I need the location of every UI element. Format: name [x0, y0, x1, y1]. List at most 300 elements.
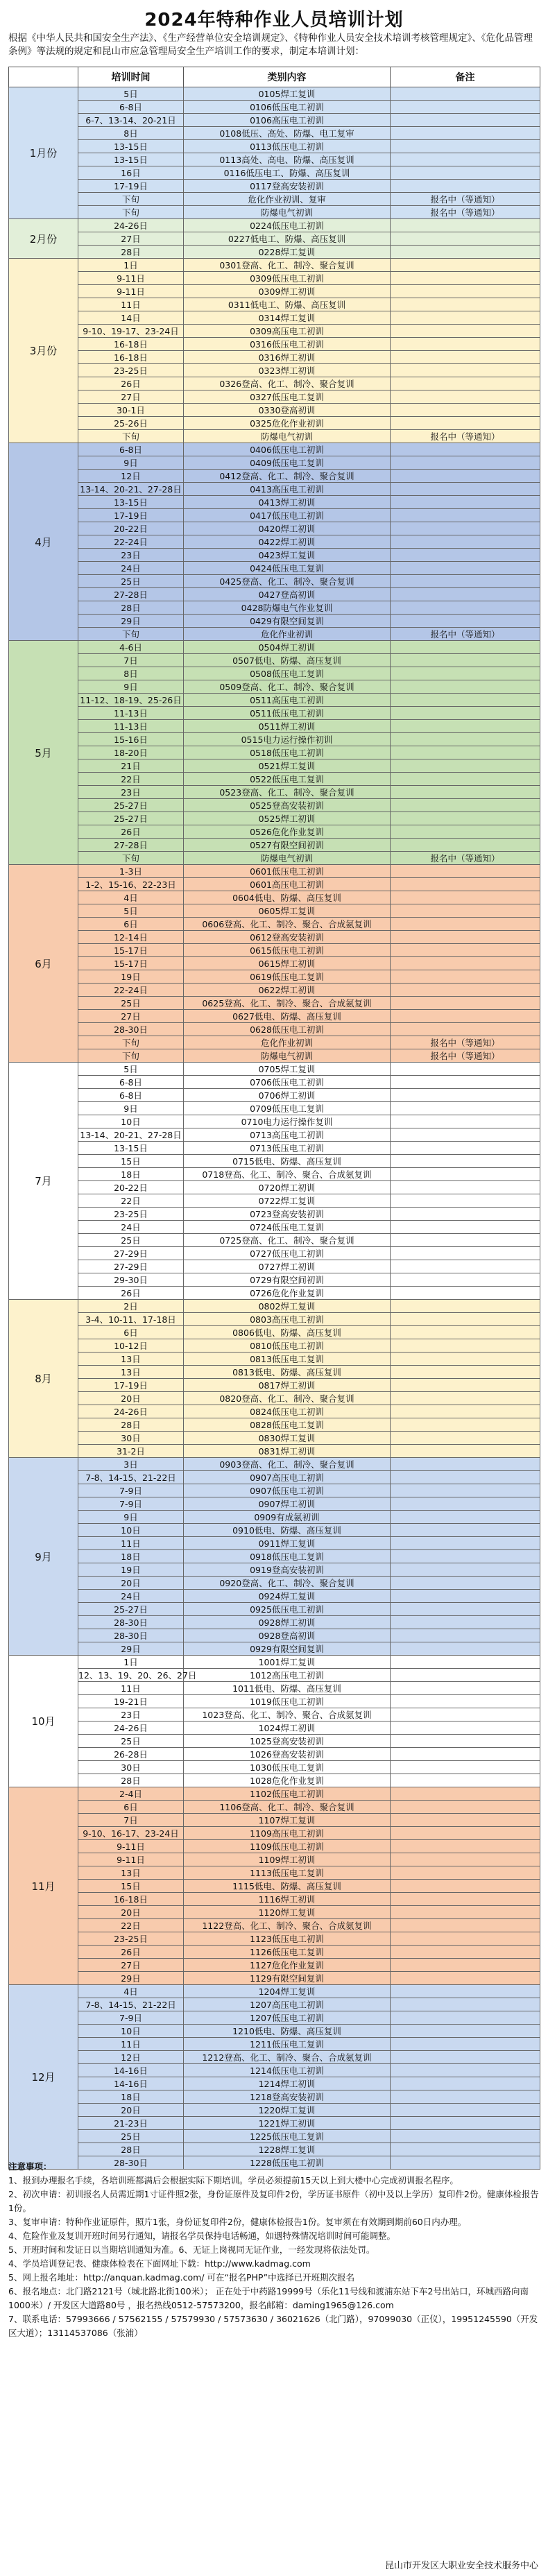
content-cell: 0718登高、化工、制冷、聚合、合成氨复训: [184, 1168, 391, 1181]
date-cell: 下旬: [78, 628, 184, 641]
date-cell: 17-19日: [78, 180, 184, 193]
content-cell: 0227低电工、防爆、高压复训: [184, 232, 391, 246]
month-cell: 5月: [9, 641, 78, 865]
table-row: [9, 1392, 540, 1405]
note-cell: [391, 1919, 540, 1932]
note-cell: [391, 1537, 540, 1550]
date-cell: 20-22日: [78, 522, 184, 535]
date-cell: 28-30日: [78, 1023, 184, 1036]
note-cell: [391, 2090, 540, 2104]
content-cell: 0412登高、化工、制冷、聚合复训: [184, 470, 391, 483]
footer-organization: 昆山市开发区大职业安全技术服务中心: [384, 2561, 538, 2571]
content-cell: 0919登高安装初训: [184, 1563, 391, 1577]
month-cell: 7月: [9, 1063, 78, 1300]
content-cell: 0309高压电工初训: [184, 325, 391, 338]
table-row: [9, 2143, 540, 2156]
date-cell: 26日: [78, 1287, 184, 1300]
date-cell: 19日: [78, 970, 184, 984]
note-cell: [391, 1471, 540, 1484]
note-cell: [391, 1418, 540, 1432]
table-row: [9, 285, 540, 298]
date-cell: 13-15日: [78, 153, 184, 166]
date-cell: 23日: [78, 786, 184, 799]
note-cell: [391, 1932, 540, 1946]
table-row: [9, 338, 540, 351]
date-cell: 下旬: [78, 206, 184, 219]
table-row: [9, 180, 540, 193]
note-cell: [391, 1194, 540, 1208]
note-cell: [391, 2077, 540, 2090]
header-content: 类别内容: [184, 67, 391, 87]
month-cell: 2月份: [9, 219, 78, 259]
content-cell: 0511低压电工初训: [184, 707, 391, 720]
table-row: [9, 166, 540, 180]
date-cell: 28-30日: [78, 1616, 184, 1629]
note-cell: [391, 1695, 540, 1708]
date-cell: 25日: [78, 1234, 184, 1247]
content-cell: 0417低压电工初训: [184, 509, 391, 522]
content-cell: 0507低电、防爆、高压复训: [184, 654, 391, 667]
note-cell: [391, 456, 540, 470]
table-row: [9, 114, 540, 127]
note-cell: [391, 1155, 540, 1168]
note-cell: [391, 417, 540, 430]
date-cell: 24-26日: [78, 1405, 184, 1418]
table-row: [9, 1959, 540, 1972]
content-cell: 0710电力运行操作复训: [184, 1115, 391, 1128]
table-row: [9, 549, 540, 562]
table-row: [9, 601, 540, 615]
date-cell: 10日: [78, 1524, 184, 1537]
note-cell: [391, 733, 540, 746]
date-cell: 1-2、15-16、22-23日: [78, 878, 184, 891]
content-cell: 1127危化作业复训: [184, 1959, 391, 1972]
content-cell: 1126低压电工复训: [184, 1946, 391, 1959]
table-row: [9, 1168, 540, 1181]
note-cell: [391, 1366, 540, 1379]
date-cell: 9日: [78, 456, 184, 470]
note-cell: [391, 970, 540, 984]
table-row: [9, 470, 540, 483]
note-cell: [391, 1774, 540, 1787]
note-cell: [391, 1880, 540, 1893]
note-cell: [391, 1577, 540, 1590]
date-cell: 12日: [78, 2051, 184, 2064]
date-cell: 下旬: [78, 430, 184, 443]
content-cell: 0330登高初训: [184, 404, 391, 417]
table-row: [9, 87, 540, 101]
notes-heading: 注意事项：: [8, 2161, 52, 2172]
month-cell: 9月: [9, 1458, 78, 1656]
date-cell: 24日: [78, 1221, 184, 1234]
date-cell: 5日: [78, 904, 184, 918]
date-cell: 20日: [78, 1577, 184, 1590]
date-cell: 15-16日: [78, 733, 184, 746]
table-row: [9, 720, 540, 733]
table-row: [9, 351, 540, 364]
table-row: [9, 575, 540, 588]
note-cell: [391, 1669, 540, 1682]
note-cell: [391, 140, 540, 153]
table-row: [9, 206, 540, 219]
table-row: [9, 1115, 540, 1128]
date-cell: 7日: [78, 1814, 184, 1827]
note-cell: [391, 1642, 540, 1656]
note-cell: [391, 707, 540, 720]
table-row: [9, 1814, 540, 1827]
content-cell: 0625登高、化工、制冷、聚合、合成氨复训: [184, 997, 391, 1010]
content-cell: 1122登高、化工、制冷、聚合、合成氨复训: [184, 1919, 391, 1932]
table-row: [9, 615, 540, 628]
date-cell: 24-26日: [78, 219, 184, 232]
date-cell: 26日: [78, 1946, 184, 1959]
table-row: [9, 1379, 540, 1392]
table-row: [9, 1445, 540, 1458]
note-cell: [391, 114, 540, 127]
content-cell: 0327低压电工复训: [184, 390, 391, 404]
table-row: [9, 1827, 540, 1840]
date-cell: 6日: [78, 918, 184, 931]
training-schedule-table: [8, 67, 540, 2170]
note-cell: [391, 1629, 540, 1642]
note-cell: [391, 1458, 540, 1471]
table-row: [9, 1063, 540, 1076]
table-row: [9, 1893, 540, 1906]
table-row: [9, 1155, 540, 1168]
note-cell: [391, 1761, 540, 1774]
note-cell: [391, 101, 540, 114]
header-date: 培训时间: [78, 67, 184, 87]
date-cell: 9日: [78, 680, 184, 694]
content-cell: 0117登高安装初训: [184, 180, 391, 193]
date-cell: 15-17日: [78, 944, 184, 957]
date-cell: 5日: [78, 1063, 184, 1076]
month-cell: 11月: [9, 1787, 78, 1985]
note-item: 2、初次申请：初训报名人员需近期1寸证件照2张，身份证原件及复印件2份，学历证书原件（初中及以上学历）复印件2份。健康体检报告1份。: [8, 2189, 539, 2213]
note-cell: [391, 720, 540, 733]
date-cell: 13日: [78, 1366, 184, 1379]
date-cell: 30日: [78, 1432, 184, 1445]
note-cell: [391, 1287, 540, 1300]
note-cell: [391, 2051, 540, 2064]
table-row: [9, 259, 540, 272]
table-row: [9, 1616, 540, 1629]
table-row: [9, 325, 540, 338]
date-cell: 13-14、20-21、27-28日: [78, 1128, 184, 1142]
header-note: 备注: [391, 67, 540, 87]
date-cell: 12日: [78, 470, 184, 483]
date-cell: 21日: [78, 759, 184, 773]
table-row: [9, 232, 540, 246]
note-cell: [391, 1866, 540, 1880]
content-cell: 1109低压电工初训: [184, 1840, 391, 1853]
table-row: [9, 562, 540, 575]
content-cell: 1024焊工初训: [184, 1721, 391, 1735]
content-cell: 1228低压电工初训: [184, 2156, 391, 2170]
note-cell: [391, 799, 540, 812]
content-cell: 0113高处、高电、防爆、高压复训: [184, 153, 391, 166]
month-cell: 3月份: [9, 259, 78, 443]
intro-paragraph: 根据《中华人民共和国安全生产法》、《生产经营单位安全培训规定》、《特种作业人员安全技术培训考核管理规定》、《危化品管理条例》等法规的规定和昆山市应急管理局安全生产培训工作的要求，制定本培训计划：: [8, 33, 533, 57]
table-row: [9, 1010, 540, 1023]
content-cell: 0106低压电工初训: [184, 101, 391, 114]
month-cell: 6月: [9, 865, 78, 1063]
content-cell: 0108低压、高处、防爆、电工复审: [184, 127, 391, 140]
note-cell: [391, 443, 540, 456]
date-cell: 5日: [78, 87, 184, 101]
note-cell: [391, 891, 540, 904]
note-cell: [391, 1787, 540, 1801]
content-cell: 0715低电、防爆、高压复训: [184, 1155, 391, 1168]
table-row: [9, 1418, 540, 1432]
date-cell: 23-25日: [78, 364, 184, 377]
content-cell: 1207低压电工初训: [184, 2011, 391, 2025]
note-cell: [391, 2064, 540, 2077]
content-cell: 0106高压电工初训: [184, 114, 391, 127]
content-cell: 0525登高安装初训: [184, 799, 391, 812]
date-cell: 4日: [78, 1985, 184, 1998]
note-cell: [391, 1735, 540, 1748]
table-row: [9, 456, 540, 470]
date-cell: 14-16日: [78, 2064, 184, 2077]
table-row: [9, 1906, 540, 1919]
table-row: [9, 1761, 540, 1774]
note-cell: [391, 601, 540, 615]
note-cell: [391, 1115, 540, 1128]
content-cell: 1123低压电工初训: [184, 1932, 391, 1946]
table-row: [9, 377, 540, 390]
content-cell: 0515电力运行操作初训: [184, 733, 391, 746]
page-title: 2024年特种作业人员培训计划: [144, 10, 404, 31]
date-cell: 14-16日: [78, 2077, 184, 2090]
content-cell: 0909有成氨初训: [184, 1511, 391, 1524]
table-row: [9, 1537, 540, 1550]
content-cell: 0427登高初训: [184, 588, 391, 601]
date-cell: 23-25日: [78, 1208, 184, 1221]
content-cell: 1218登高安装初训: [184, 2090, 391, 2104]
note-cell: [391, 667, 540, 680]
date-cell: 9日: [78, 1102, 184, 1115]
date-cell: 22日: [78, 773, 184, 786]
date-cell: 23-25日: [78, 1932, 184, 1946]
date-cell: 7-9日: [78, 1484, 184, 1497]
note-cell: [391, 654, 540, 667]
date-cell: 9-11日: [78, 1840, 184, 1853]
note-cell: [391, 957, 540, 970]
note-cell: [391, 1010, 540, 1023]
note-cell: [391, 87, 540, 101]
table-row: [9, 799, 540, 812]
table-row: [9, 1932, 540, 1946]
table-row: [9, 1366, 540, 1379]
note-cell: [391, 351, 540, 364]
content-cell: 防爆电气初训: [184, 206, 391, 219]
content-cell: 1106登高、化工、制冷、聚合复训: [184, 1801, 391, 1814]
content-cell: 0806低电、防爆、高压复训: [184, 1326, 391, 1339]
date-cell: 28日: [78, 246, 184, 259]
date-cell: 14日: [78, 311, 184, 325]
content-cell: 危化作业初训: [184, 628, 391, 641]
note-cell: [391, 1128, 540, 1142]
table-row: [9, 667, 540, 680]
date-cell: 28日: [78, 1774, 184, 1787]
table-row: [9, 1563, 540, 1577]
note-cell: [391, 2117, 540, 2130]
note-cell: [391, 535, 540, 549]
content-cell: 1210低电、防爆、高压复训: [184, 2025, 391, 2038]
note-cell: [391, 470, 540, 483]
date-cell: 29日: [78, 1642, 184, 1656]
note-cell: [391, 984, 540, 997]
table-row: [9, 746, 540, 759]
date-cell: 13日: [78, 1353, 184, 1366]
date-cell: 24-26日: [78, 1721, 184, 1735]
note-cell: 报名中（等通知）: [391, 852, 540, 865]
note-cell: [391, 1616, 540, 1629]
content-cell: 0606登高、化工、制冷、聚合、合成氨复训: [184, 918, 391, 931]
content-cell: 0504焊工初训: [184, 641, 391, 654]
note-cell: [391, 812, 540, 825]
content-cell: 1012高压电工初训: [184, 1669, 391, 1682]
note-cell: 报名中（等通知）: [391, 206, 540, 219]
table-row: [9, 1234, 540, 1247]
note-cell: [391, 1656, 540, 1669]
note-cell: [391, 759, 540, 773]
content-cell: 0910低电、防爆、高压复训: [184, 1524, 391, 1537]
note-cell: [391, 786, 540, 799]
table-row: [9, 1194, 540, 1208]
table-row: [9, 654, 540, 667]
table-row: [9, 680, 540, 694]
date-cell: 20日: [78, 2104, 184, 2117]
content-cell: 0907高压电工初训: [184, 1471, 391, 1484]
date-cell: 28-30日: [78, 1629, 184, 1642]
note-cell: [391, 1379, 540, 1392]
table-row: [9, 2064, 540, 2077]
content-cell: 0723登高安装初训: [184, 1208, 391, 1221]
table-row: [9, 865, 540, 878]
date-cell: 25日: [78, 575, 184, 588]
note-cell: [391, 2011, 540, 2025]
content-cell: 防爆电气初训: [184, 852, 391, 865]
content-cell: 0918低压电工复训: [184, 1550, 391, 1563]
content-cell: 0724低压电工复训: [184, 1221, 391, 1234]
date-cell: 23日: [78, 1708, 184, 1721]
date-cell: 下旬: [78, 1036, 184, 1049]
content-cell: 0422焊工初训: [184, 535, 391, 549]
date-cell: 7日: [78, 654, 184, 667]
date-cell: 6-8日: [78, 443, 184, 456]
note-cell: [391, 298, 540, 311]
content-cell: 0803高压电工初训: [184, 1313, 391, 1326]
note-cell: [391, 1893, 540, 1906]
month-cell: 1月份: [9, 87, 78, 219]
content-cell: 0527有限空间初训: [184, 839, 391, 852]
table-row: [9, 1484, 540, 1497]
table-row: [9, 759, 540, 773]
content-cell: 防爆电气初训: [184, 430, 391, 443]
note-cell: [391, 1511, 540, 1524]
date-cell: 11日: [78, 1537, 184, 1550]
table-row: [9, 839, 540, 852]
date-cell: 27-29日: [78, 1247, 184, 1260]
table-row: [9, 1497, 540, 1511]
date-cell: 25-27日: [78, 1603, 184, 1616]
content-cell: 0903登高、化工、制冷、聚合复训: [184, 1458, 391, 1471]
content-cell: 0813低电、防爆、高压复训: [184, 1366, 391, 1379]
content-cell: 0727焊工初训: [184, 1260, 391, 1273]
note-item: 3、复审申请：特种作业证原件，照片1张，身份证复印件2份，健康体检报告1份。复审须在有效期到期前60日内办理。: [8, 2217, 467, 2227]
content-cell: 0521焊工复训: [184, 759, 391, 773]
note-cell: [391, 1840, 540, 1853]
table-row: [9, 1300, 540, 1313]
content-cell: 0508低压电工复训: [184, 667, 391, 680]
table-row: [9, 1774, 540, 1787]
content-cell: 0831焊工初训: [184, 1445, 391, 1458]
date-cell: 26日: [78, 825, 184, 839]
table-row: [9, 219, 540, 232]
table-row: [9, 944, 540, 957]
note-cell: 报名中（等通知）: [391, 430, 540, 443]
note-cell: [391, 1089, 540, 1102]
note-cell: [391, 641, 540, 654]
note-item: 7、联系电话：57993666 / 57562155 / 57579930 / 57573630 / 36021626（北门路），97099030（正仪），19951245590（开发区大道）；13114537086（张浦）: [8, 2314, 538, 2338]
date-cell: 6日: [78, 1326, 184, 1339]
note-cell: [391, 311, 540, 325]
content-cell: 1212登高、化工、制冷、聚合、合成氨复训: [184, 2051, 391, 2064]
content-cell: 1221焊工初训: [184, 2117, 391, 2130]
date-cell: 6-8日: [78, 1076, 184, 1089]
content-cell: 0725登高、化工、制冷、聚合复训: [184, 1234, 391, 1247]
note-cell: [391, 588, 540, 601]
content-cell: 0605焊工复训: [184, 904, 391, 918]
date-cell: 9-11日: [78, 1853, 184, 1866]
note-cell: [391, 2104, 540, 2117]
content-cell: 0615低压电工初训: [184, 944, 391, 957]
content-cell: 0526危化作业复训: [184, 825, 391, 839]
date-cell: 26日: [78, 377, 184, 390]
note-cell: [391, 1326, 540, 1339]
content-cell: 1204焊工复训: [184, 1985, 391, 1998]
content-cell: 0622焊工初训: [184, 984, 391, 997]
date-cell: 28-30日: [78, 2156, 184, 2170]
content-cell: 0316低压电工初训: [184, 338, 391, 351]
table-row: [9, 1656, 540, 1669]
table-row: [9, 1326, 540, 1339]
content-cell: 0511高压电工初训: [184, 694, 391, 707]
content-cell: 0409低压电工复训: [184, 456, 391, 470]
content-cell: 1028危化作业复训: [184, 1774, 391, 1787]
table-row: [9, 2051, 540, 2064]
table-row: [9, 140, 540, 153]
content-cell: 0907焊工初训: [184, 1497, 391, 1511]
table-row: [9, 1682, 540, 1695]
note-cell: [391, 1748, 540, 1761]
date-cell: 27日: [78, 1010, 184, 1023]
table-row: [9, 1840, 540, 1853]
table-row: [9, 984, 540, 997]
table-row: [9, 2011, 540, 2025]
note-cell: 报名中（等通知）: [391, 628, 540, 641]
note-cell: [391, 1339, 540, 1353]
date-cell: 17-19日: [78, 509, 184, 522]
table-row: [9, 2077, 540, 2090]
date-cell: 23日: [78, 549, 184, 562]
date-cell: 10日: [78, 2025, 184, 2038]
table-row: [9, 588, 540, 601]
date-cell: 15日: [78, 1155, 184, 1168]
date-cell: 11-13日: [78, 720, 184, 733]
